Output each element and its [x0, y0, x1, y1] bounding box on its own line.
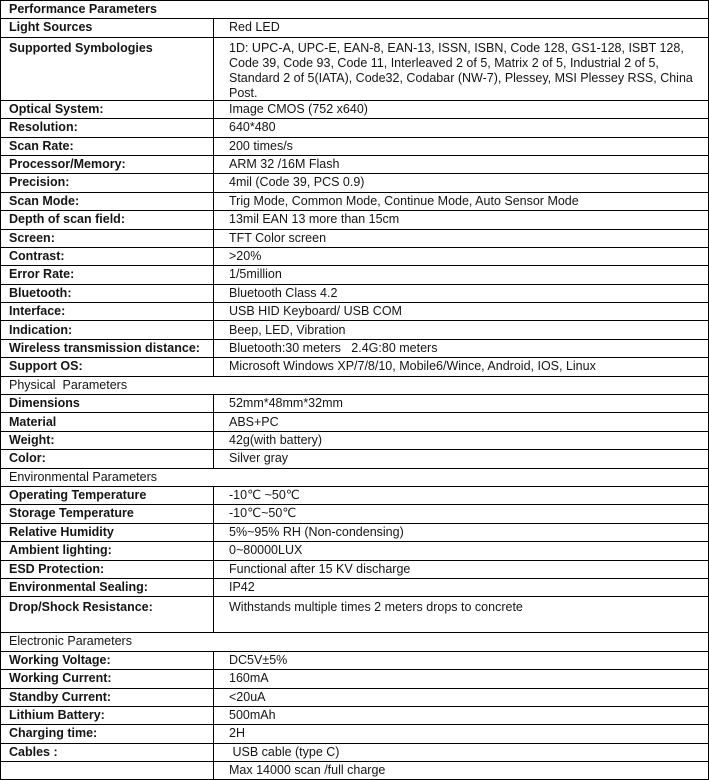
param-value: 500mAh: [229, 707, 276, 722]
param-value: [214, 38, 708, 100]
param-value: -10℃ ~50℃: [229, 488, 300, 503]
param-label: Scan Rate:: [1, 138, 214, 155]
param-label: Weight:: [1, 432, 214, 449]
section-title: Performance Parameters: [9, 2, 157, 17]
param-label: Cables :: [1, 744, 214, 761]
param-label: Precision:: [1, 174, 214, 191]
param-value: 42g(with battery): [229, 432, 323, 447]
param-label: Color:: [1, 450, 214, 467]
param-value: 200 times/s: [229, 138, 293, 153]
spec-row-row-38: [1, 762, 708, 780]
param-label: [1, 762, 214, 779]
param-value: Image CMOS (752 x640): [229, 101, 368, 116]
param-label: Ambient lighting:: [1, 542, 214, 559]
param-value: Trig Mode, Common Mode, Continue Mode, Auto Sensor Mode: [229, 193, 579, 208]
param-label: Bluetooth:: [1, 285, 214, 302]
spec-row-supported-symbologies: [1, 38, 708, 101]
param-label: Supported Symbologies: [1, 38, 214, 100]
spec-row-drop-shock-resistance: [1, 597, 708, 633]
spec-row-bluetooth: [1, 285, 708, 303]
param-value: Functional after 15 KV discharge: [229, 561, 411, 576]
param-label: Optical System:: [1, 101, 214, 118]
param-value: TFT Color screen: [229, 230, 327, 245]
param-value: Withstands multiple times 2 meters drops to concrete: [229, 600, 523, 615]
spec-row-lithium-battery: [1, 707, 708, 725]
param-label: Operating Temperature: [1, 487, 214, 504]
param-value: Microsoft Windows XP/7/8/10, Mobile6/Wince, Android, IOS, Linux: [229, 359, 596, 374]
param-label: Screen:: [1, 230, 214, 247]
param-value: 2H: [229, 726, 245, 741]
param-label: Standby Current:: [1, 689, 214, 706]
spec-row-charging-time: [1, 725, 708, 743]
param-value: 4mil (Code 39, PCS 0.9): [229, 175, 365, 190]
param-value: 13mil EAN 13 more than 15cm: [229, 212, 400, 227]
spec-row-storage-temperature: [1, 505, 708, 523]
spec-row-dimensions: [1, 395, 708, 413]
param-value: 0~80000LUX: [229, 543, 303, 558]
param-value: Bluetooth Class 4.2: [229, 285, 338, 300]
spec-row-indication: [1, 321, 708, 339]
spec-row-working-voltage: [1, 652, 708, 670]
spec-row-light-sources: [1, 19, 708, 37]
param-value: 5%~95% RH (Non-condensing): [229, 524, 404, 539]
param-label: Depth of scan field:: [1, 211, 214, 228]
param-value: Max 14000 scan /full charge: [229, 763, 386, 778]
param-value: 160mA: [229, 671, 269, 686]
spec-row-processor-memory: [1, 156, 708, 174]
param-value: ARM 32 /16M Flash: [229, 157, 340, 172]
param-value: IP42: [229, 580, 255, 595]
spec-row-depth-of-scan-field: [1, 211, 708, 229]
param-value: Bluetooth:30 meters 2.4G:80 meters: [229, 340, 438, 355]
section-title: Environmental Parameters: [9, 469, 157, 484]
spec-row-interface: [1, 303, 708, 321]
param-value: <20uA: [229, 689, 266, 704]
param-label: Contrast:: [1, 248, 214, 265]
param-value: Silver gray: [229, 451, 289, 466]
param-label: Interface:: [1, 303, 214, 320]
section-header-environmental-parameters: [1, 469, 708, 487]
section-title: Physical Parameters: [9, 377, 128, 392]
spec-row-contrast: [1, 248, 708, 266]
param-label: Environmental Sealing:: [1, 579, 214, 596]
spec-row-optical-system: [1, 101, 708, 119]
spec-row-error-rate: [1, 266, 708, 284]
param-value: 52mm*48mm*32mm: [229, 396, 343, 411]
param-value: >20%: [229, 249, 262, 263]
param-label: Error Rate:: [1, 266, 214, 283]
param-value-line: 1D: UPC-A, UPC-E, EAN-8, EAN-13, ISSN, ISBN, Code 128, GS1-128, ISBT 128, Code 39, Code 93, Code 11, Interleaved 2 of 5, Matrix 2 of 5, Industrial 2 of 5, Standard 2 of 5(IATA), Code32, Codabar (NW-7), Plessey, MSI Plessey RSS, China Post.: [229, 40, 697, 100]
spec-row-scan-mode: [1, 193, 708, 211]
param-label: Working Current:: [1, 670, 214, 687]
spec-row-resolution: [1, 119, 708, 137]
spec-row-esd-protection: [1, 561, 708, 579]
param-label: Support OS:: [1, 358, 214, 375]
param-label: Lithium Battery:: [1, 707, 214, 724]
param-label: Material: [1, 413, 214, 430]
param-label: Light Sources: [1, 19, 214, 36]
param-label: Wireless transmission distance:: [1, 340, 214, 357]
spec-row-standby-current: [1, 689, 708, 707]
param-label: Indication:: [1, 321, 214, 338]
spec-row-screen: [1, 230, 708, 248]
section-header-performance-parameters: [1, 1, 708, 19]
spec-row-ambient-lighting: [1, 542, 708, 560]
param-label: Scan Mode:: [1, 193, 214, 210]
spec-row-material: [1, 413, 708, 431]
param-label: Working Voltage:: [1, 652, 214, 669]
param-label: Resolution:: [1, 119, 214, 136]
spec-row-precision: [1, 174, 708, 192]
spec-row-working-current: [1, 670, 708, 688]
param-value: USB cable (type C): [229, 744, 340, 759]
spec-row-environmental-sealing: [1, 579, 708, 597]
spec-row-color: [1, 450, 708, 468]
spec-row-wireless-transmission-distance: [1, 340, 708, 358]
spec-row-cables: [1, 744, 708, 762]
param-label: Dimensions: [1, 395, 214, 412]
spec-row-relative-humidity: [1, 524, 708, 542]
spec-row-support-os: [1, 358, 708, 376]
spec-row-weight: [1, 432, 708, 450]
param-value: 1/5million: [229, 267, 282, 282]
param-label: ESD Protection:: [1, 561, 214, 578]
param-value: DC5V±5%: [229, 652, 288, 667]
section-title: Electronic Parameters: [9, 634, 132, 649]
param-value: USB HID Keyboard/ USB COM: [229, 304, 402, 319]
param-label: Charging time:: [1, 725, 214, 742]
spec-row-scan-rate: [1, 138, 708, 156]
param-value: ABS+PC: [229, 414, 279, 429]
param-label: Storage Temperature: [1, 505, 214, 522]
param-value: -10℃~50℃: [229, 506, 297, 521]
param-value: Beep, LED, Vibration: [229, 322, 346, 337]
spec-row-operating-temperature: [1, 487, 708, 505]
section-header-physical-parameters: [1, 377, 708, 395]
param-label: Processor/Memory:: [1, 156, 214, 173]
param-value: 640*480: [229, 120, 276, 135]
param-label: Relative Humidity: [1, 524, 214, 541]
param-label: Drop/Shock Resistance:: [1, 597, 214, 632]
param-value: Red LED: [229, 20, 280, 35]
section-header-electronic-parameters: [1, 633, 708, 651]
